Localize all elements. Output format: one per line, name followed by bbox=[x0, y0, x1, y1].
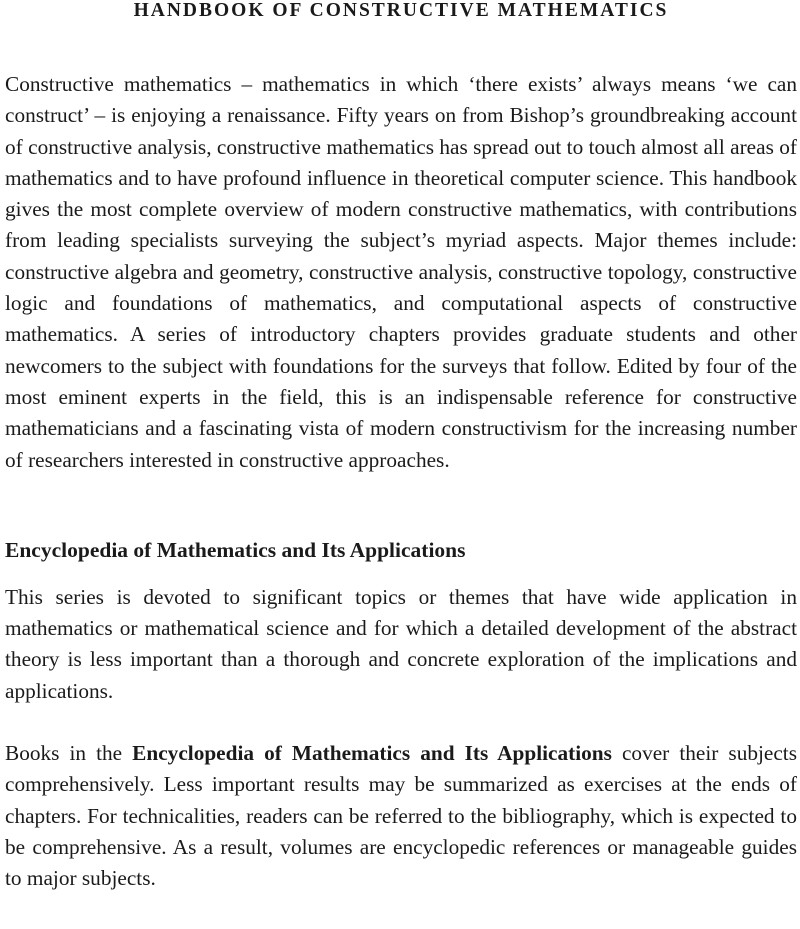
series-description-paragraph: This series is devoted to significant topics or themes that have wide application in mathematics or mathematical science and for which a detailed development of the abstract theory is less important than a thorough and concrete exploration of the implications and applications. bbox=[5, 584, 797, 703]
book-description-paragraph: Constructive mathematics – mathematics in which ‘there exists’ always means ‘we can construct’ – is enjoying a renaissance. Fifty years on from Bishop’s groundbreaking account of constructive analysis, constructive mathematics has spread out to touch almost all areas of mathematics and to have profound influence in theoretical computer science. This handbook gives the most complete overview of modern constructive mathematics, with contributions from leading specialists surveying the subject’s myriad aspects. Major themes include: constructive algebra and geometry, constructive analysis, constructive topology, constructive logic and foundations of mathematics, and computational aspects of constructive mathematics. A series of introductory chapters provides graduate students and other newcomers to the subject with foundations for the surveys that follow. Edited by four of the most eminent experts in the field, this is an indispensable reference for constructive mathematicians and a fascinating vista of modern constructivism for the increasing number of researchers interested in constructive approaches. bbox=[5, 72, 797, 472]
document-page bbox=[5, 0, 797, 895]
books-paragraph-rest: cover their subjects comprehensively. Less important results may be summarized as exercises at the ends of chapters. For technicalities, readers can be referred to the bibliography, which is expected to be comprehensive. As a result, volumes are encyclopedic references or manageable guides to major subjects. bbox=[5, 741, 798, 891]
series-heading: Encyclopedia of Mathematics and Its Applications bbox=[5, 537, 466, 562]
books-paragraph-intro: Books in the bbox=[5, 741, 133, 766]
books-paragraph-series-name: Encyclopedia of Mathematics and Its Applications bbox=[132, 741, 612, 766]
series-books-paragraph bbox=[5, 738, 797, 894]
book-title: HANDBOOK OF CONSTRUCTIVE MATHEMATICS bbox=[133, 0, 669, 21]
